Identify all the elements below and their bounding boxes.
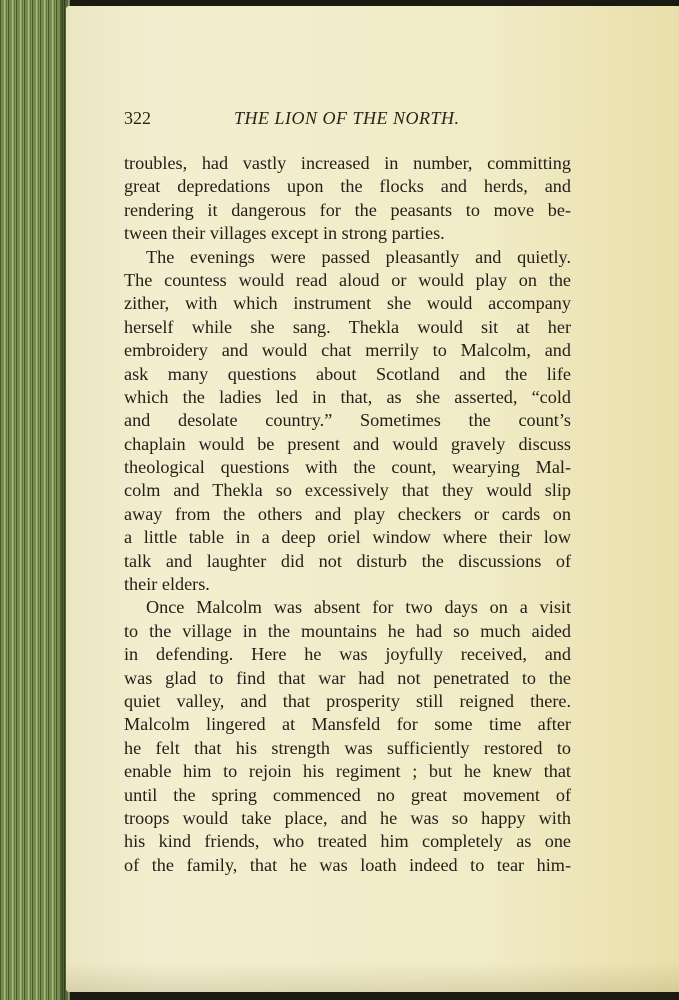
text-line: Malcolm lingered at Mansfeld for some time after (124, 714, 571, 735)
text-line: quiet valley, and that prosperity still reigned there. (124, 690, 571, 711)
text-line: their elders. (124, 574, 210, 595)
text-line: tween their villages except in strong parties. (124, 223, 445, 244)
running-title: THE LION OF THE NORTH. (234, 108, 460, 128)
text-line: chaplain would be present and would gravely discuss (124, 433, 571, 454)
text-line: rendering it dangerous for the peasants to move be- (124, 199, 571, 220)
text-line: of the family, that he was loath indeed to tear him- (124, 854, 571, 875)
text-line: herself while she sang. Thekla would sit at her (124, 316, 571, 337)
text-line: until the spring commenced no great movement of (124, 784, 571, 805)
text-line: which the ladies led in that, as she asserted, “cold (124, 386, 571, 407)
text-line: troubles, had vastly increased in number, committing (124, 153, 571, 173)
text-line: to the village in the mountains he had so much aided (124, 620, 571, 641)
text-line: a little table in a deep oriel window where their low (124, 527, 571, 548)
text-line: troops would take place, and he was so happy with (124, 807, 571, 828)
text-line: great depredations upon the flocks and herds, and (124, 176, 571, 197)
text-line: zither, with which instrument she would accompany (124, 293, 571, 314)
body-text (124, 152, 571, 877)
text-line: talk and laughter did not disturb the discussions of (124, 550, 571, 571)
text-line: in defending. Here he was joyfully received, and (124, 644, 571, 665)
text-line: and desolate country.” Sometimes the count’s (124, 410, 571, 431)
text-line: away from the others and play checkers or cards on (124, 503, 571, 524)
text-line: ask many questions about Scotland and the life (124, 363, 571, 384)
text-line: enable him to rejoin his regiment ; but he knew that (124, 761, 571, 782)
text-line: embroidery and would chat merrily to Malcolm, and (124, 340, 571, 361)
text-line: The evenings were passed pleasantly and quietly. (146, 246, 571, 267)
text-line: The countess would read aloud or would play on the (124, 269, 571, 290)
text-line: was glad to find that war had not penetrated to the (124, 667, 571, 688)
page-number: 322 (124, 108, 151, 128)
text-line: colm and Thekla so excessively that they would slip (124, 480, 571, 501)
text-line: Once Malcolm was absent for two days on a visit (146, 597, 571, 618)
text-line: his kind friends, who treated him completely as one (124, 831, 571, 852)
text-line: theological questions with the count, wearying Mal- (124, 457, 571, 478)
text-line: he felt that his strength was sufficiently restored to (124, 737, 571, 758)
